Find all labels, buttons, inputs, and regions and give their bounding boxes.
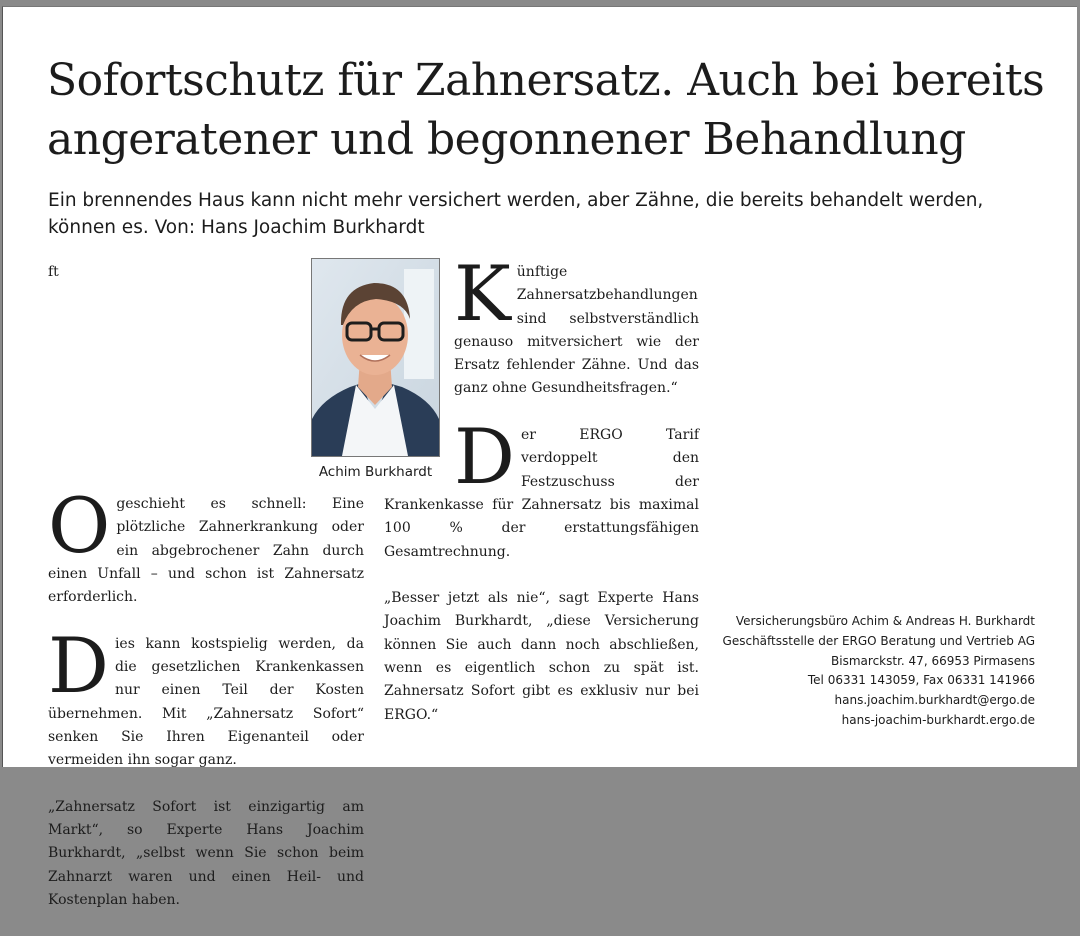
street-address: Bismarckstr. 47, 66953 Pirmasens <box>831 653 1035 668</box>
phone-fax: Tel 06331 143059, Fax 06331 141966 <box>807 673 1035 688</box>
paragraph <box>48 796 364 912</box>
paragraph <box>48 620 364 773</box>
email-address[interactable]: hans.joachim.burkhardt@ergo.de <box>834 693 1035 708</box>
paragraph-text: ft geschieht es schnell: Eine plötzliche Zahnerkrankung oder ein abgebrochener Zahn durch einen Unfall – und schon ist Zahnersatz erforderlich. <box>48 264 364 606</box>
paragraph-text: „Zahnersatz Sofort ist einzigartig am Markt“, so Experte Hans Joachim Burkhardt, „selbst wenn Sie schon beim Zahnarzt waren und einen Heil- und Kostenplan haben. <box>48 798 364 909</box>
article-subtitle: Ein brennendes Haus kann nicht mehr versichert werden, aber Zähne, die bereits behandelt werden, können es. Von: Hans Joachim Burkhardt <box>48 190 984 238</box>
paragraph <box>384 587 699 727</box>
document-page <box>2 6 1077 909</box>
paragraph-text: er ERGO Tarif verdoppelt den Festzuschuss der Krankenkasse für Zahnersatz bis maximal 100 % der erstattungsfähigen Gesamtrechnung. <box>384 427 699 560</box>
portrait-photo <box>311 258 440 457</box>
photo-caption: Achim Burkhardt <box>318 464 433 480</box>
website-address[interactable]: hans-joachim-burkhardt.ergo.de <box>841 712 1035 727</box>
paragraph-text: „Besser jetzt als nie“, sagt Experte Hans Joachim Burkhardt, „diese Versicherung können Sie auch dann noch abschließen, wenn es eigentlich schon zu spät ist. Zahnersatz Sofort gibt es exklusiv nur bei ERGO.“ <box>384 590 699 723</box>
contact-block <box>675 612 1035 731</box>
drop-cap: D <box>454 412 515 502</box>
drop-cap: D <box>48 620 109 710</box>
office-affiliation: Geschäftsstelle der ERGO Beratung und Vertrieb AG <box>722 633 1035 648</box>
drop-cap: K <box>454 249 511 338</box>
paragraph-text: ünftige Zahnersatzbehandlungen sind selbstverständlich genauso mitversichert wie der Ersatz fehlender Zähne. Und das ganz ohne Gesundheitsfragen.“ <box>454 264 699 397</box>
article-title: Sofortschutz für Zahnersatz. Auch bei bereits angeratener und begonnener Behandlung <box>47 55 1045 165</box>
drop-cap: O <box>48 481 111 570</box>
office-name: Versicherungsbüro Achim & Andreas H. Burkhardt <box>735 614 1035 628</box>
portrait-illustration <box>312 259 439 456</box>
paragraph-text: ies kann kostspielig werden, da die gesetzlichen Krankenkassen nur einen Teil der Kosten übernehmen. Mit „Zahnersatz Sofort“ senken Sie Ihren Eigenanteil oder vermeiden ihn sogar ganz. <box>48 635 364 769</box>
